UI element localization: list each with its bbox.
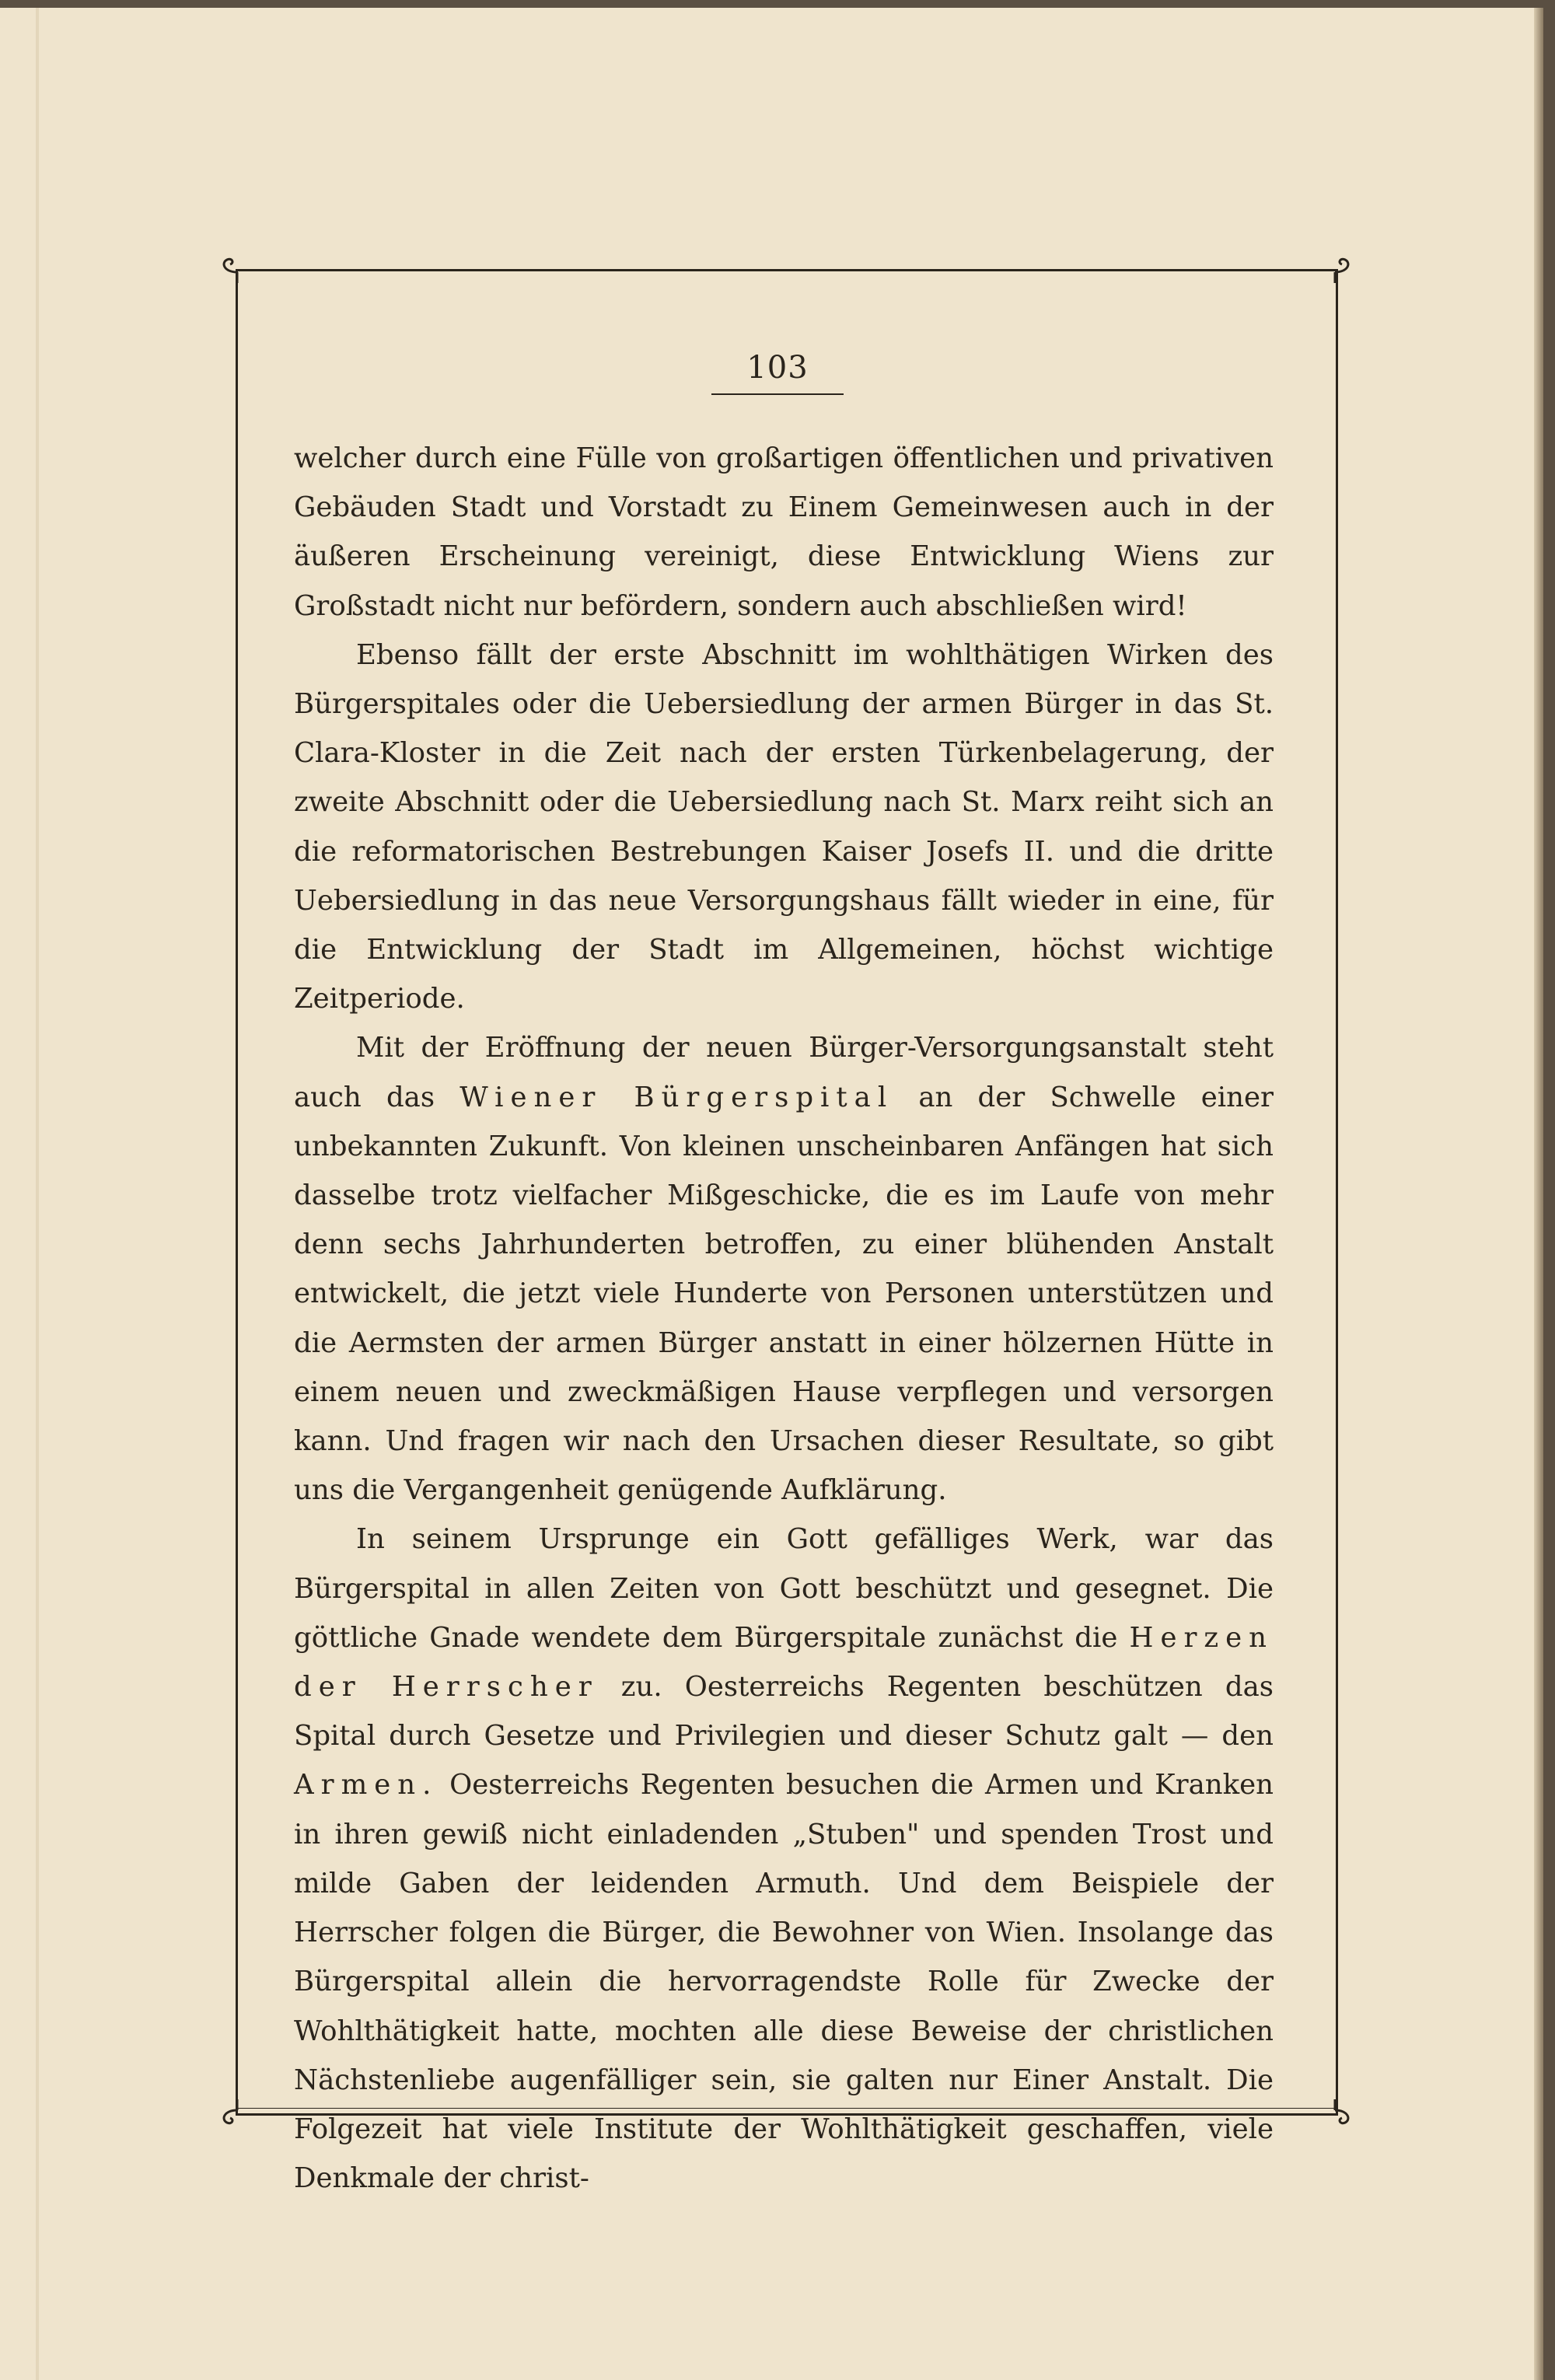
page-number-rule: [711, 393, 844, 395]
paragraph-text: welcher durch eine Fülle von großartigen öffentlichen und privativen Gebäuden Stadt und Vorstadt zu Einem Gemeinwesen auch in der äußeren Erscheinung vereinigt, diese Entwicklung Wiens zur Großstadt nicht nur befördern, sondern auch abschließen wird!: [294, 442, 1274, 622]
paragraph-text: Oesterreichs Regenten besuchen die Armen und Kranken in ihren gewiß nicht einladenden „Stuben" und spenden Trost und milde Gaben der leidenden Armuth. Und dem Beispiele der Herrscher folgen die Bürger, die Bewohner von Wien. Insolange das Bürgerspital allein die hervorragendste Rolle für Zwecke der Wohlthätigkeit hatte, mochten alle diese Beweise der christlichen Nächstenliebe augenfälliger sein, sie galten nur Einer Anstalt. Die Folgezeit hat viele Institute der Wohlthätigkeit geschaffen, viele Denkmale der christ-: [294, 1769, 1274, 2195]
paragraph-text: Ebenso fällt der erste Abschnitt im wohlthätigen Wirken des Bürgerspitales oder die Uebersiedlung der armen Bürger in das St. Clara-Kloster in die Zeit nach der ersten Türkenbelagerung, der zweite Abschnitt oder die Uebersiedlung nach St. Marx reiht sich an die reformatorischen Bestrebungen Kaiser Josefs II. und die dritte Uebersiedlung in das neue Versorgungshaus fällt wieder in eine, für die Entwicklung der Stadt im Allgemeinen, höchst wichtige Zeitperiode.: [294, 638, 1274, 1015]
book-page: [0, 8, 1543, 2380]
emphasis-text: Armen.: [294, 1769, 439, 1802]
corner-ornament-icon: [1314, 252, 1356, 283]
corner-ornament-icon: [216, 252, 258, 283]
emphasis-text: Wiener Bürgerspital: [460, 1081, 894, 1113]
paragraph-text: In seinem Ursprunge ein Gott gefälliges Werk, war das Bürgerspital in allen Zeiten von Gott beschützt und gesegnet. Die göttliche Gnade wendete dem Bürgerspitale zunächst die: [294, 1523, 1274, 1654]
page-number: 103: [746, 350, 809, 386]
page-crease: [36, 8, 39, 2380]
paragraph-1: [294, 434, 1274, 631]
paragraph-text: zu. Oesterreichs Regenten beschützen das Spital durch Gesetze und Privilegien und dieser Schutz galt — den: [294, 1671, 1274, 1753]
paragraph-text: an der Schwelle einer unbekannten Zukunft. Von kleinen unscheinbaren Anfängen hat sich dasselbe trotz vielfacher Mißgeschicke, die es im Laufe von mehr denn sechs Jahrhunderten betroffen, zu einer blühenden Anstalt entwickelt, die jetzt viele Hunderte von Personen unterstützen und die Aermsten der armen Bürger anstatt in einer hölzernen Hütte in einem neuen und zweckmäßigen Hause verpflegen und versorgen kann. Und fragen wir nach den Ursachen dieser Resultate, so gibt uns die Vergangenheit genügende Aufklärung.: [294, 1081, 1274, 1507]
page-edge-shadow: [1534, 8, 1543, 2380]
body-text: [294, 434, 1274, 2203]
paragraph-2: [294, 631, 1274, 1024]
corner-ornament-icon: [1314, 2099, 1356, 2130]
paragraph-text: Mit der Eröffnung der neuen Bürger-Versorgungsanstalt steht auch das: [294, 1032, 1274, 1113]
emphasis-text: Herzen der Herrscher: [294, 1621, 1274, 1704]
paragraph-4: [294, 1515, 1274, 2203]
paragraph-3: [294, 1023, 1274, 1515]
corner-ornament-icon: [216, 2099, 258, 2130]
